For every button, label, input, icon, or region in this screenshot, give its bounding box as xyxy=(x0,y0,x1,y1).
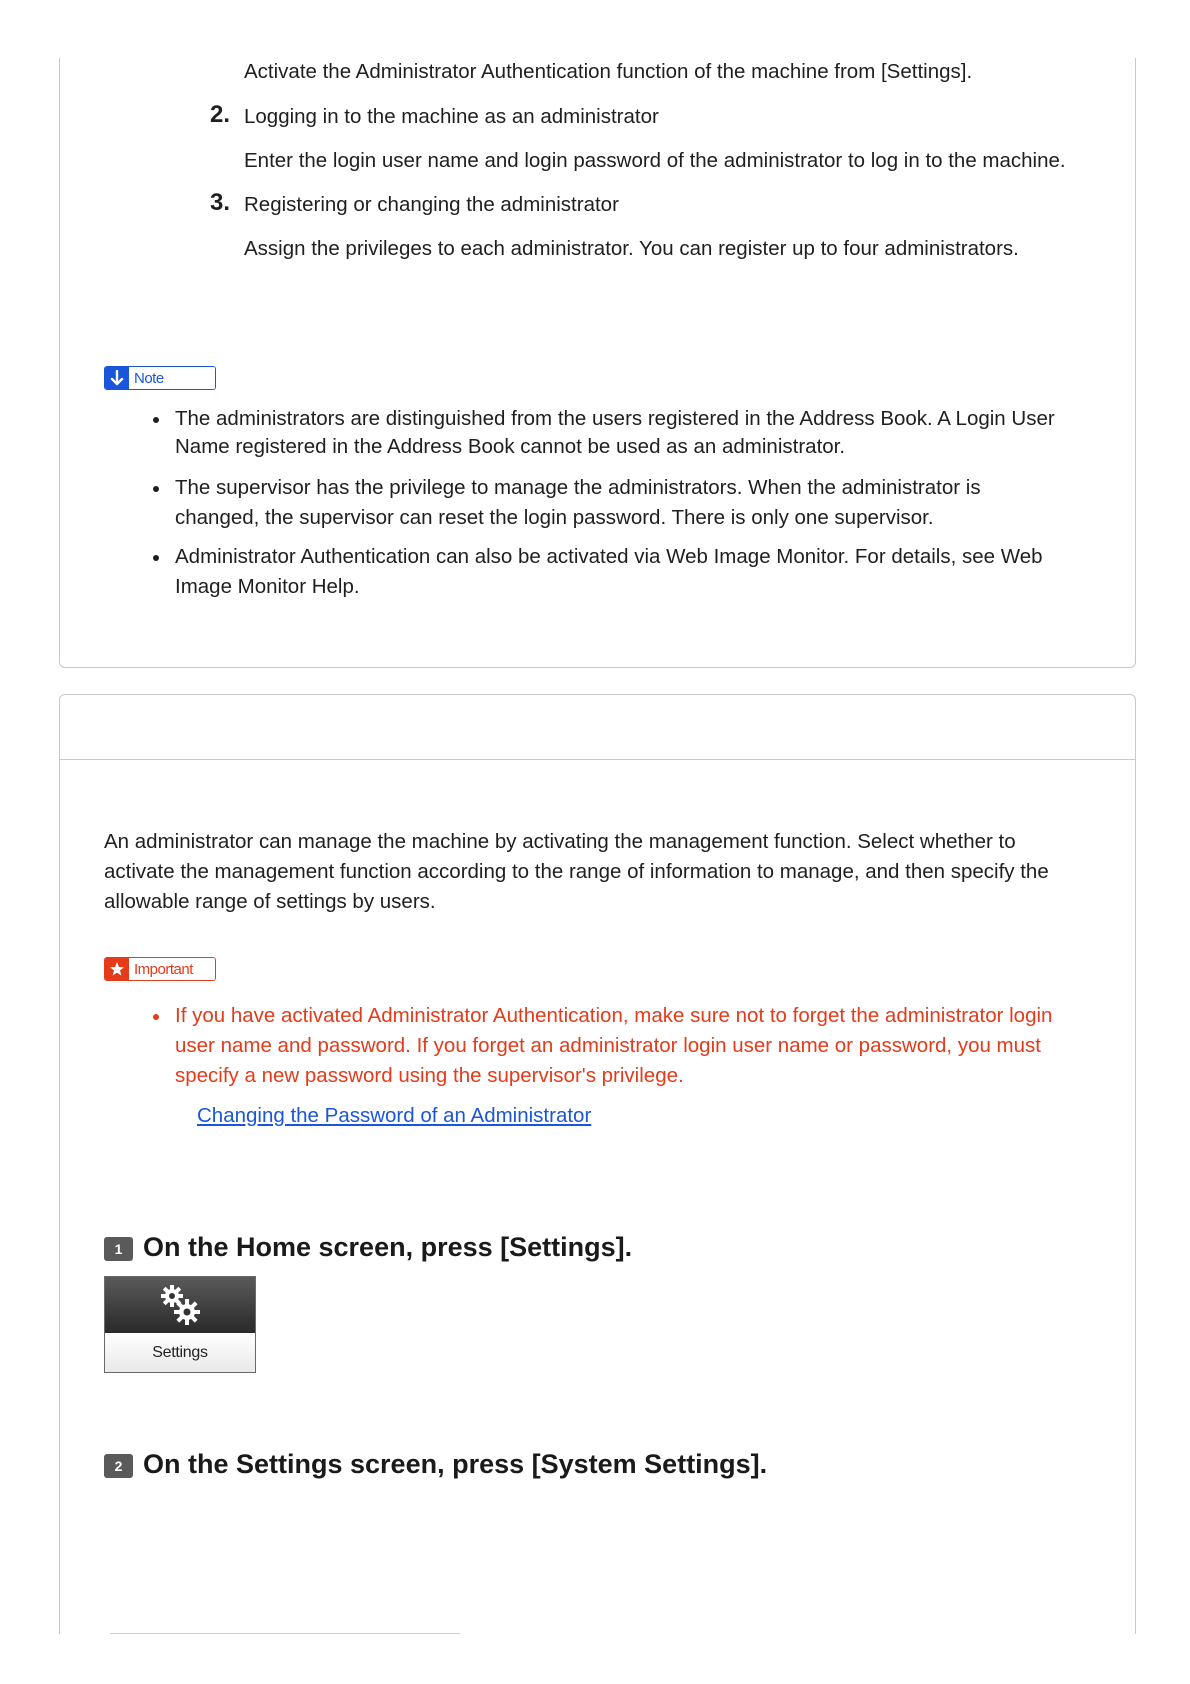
procedure-step-2-heading: On the Settings screen, press [System Settings]. xyxy=(143,1449,768,1479)
bullet-dot xyxy=(153,1014,159,1020)
bullet-dot xyxy=(153,555,159,561)
step-3-detail: Assign the privileges to each administrator. You can register up to four administrators. xyxy=(244,237,1019,260)
procedure-step-1-badge: 1 xyxy=(104,1237,133,1261)
important-label: Important xyxy=(129,958,215,980)
intro-line-1: An administrator can manage the machine by activating the management function. Select whether to xyxy=(104,830,1016,853)
change-admin-password-link[interactable]: Changing the Password of an Administrator xyxy=(197,1104,592,1127)
note-bullet-1-line-2: Name registered in the Address Book cannot be used as an administrator. xyxy=(175,435,846,458)
note-bullet-2-line-2: changed, the supervisor can reset the login password. There is only one supervisor. xyxy=(175,506,934,529)
note-bullet-1-line-1: The administrators are distinguished from the users registered in the Address Book. A Login User xyxy=(175,407,1055,430)
note-label: Note xyxy=(129,367,215,389)
note-bullet-2-line-1: The supervisor has the privilege to manage the administrators. When the administrator is xyxy=(175,476,981,499)
settings-key-label: Settings xyxy=(105,1333,255,1372)
important-badge xyxy=(104,957,216,981)
procedure-step-2-badge: 2 xyxy=(104,1454,133,1478)
important-line-1: If you have activated Administrator Authentication, make sure not to forget the administrator login xyxy=(175,1004,1053,1027)
intro-line-3: allowable range of settings by users. xyxy=(104,890,436,913)
bullet-dot xyxy=(153,486,159,492)
note-bullet-3-line-2: Image Monitor Help. xyxy=(175,575,360,598)
bullet-dot xyxy=(153,417,159,423)
arrow-down-icon xyxy=(105,367,129,389)
important-line-2: user name and password. If you forget an administrator login user name or password, you must xyxy=(175,1034,1041,1057)
star-icon xyxy=(105,958,129,980)
gears-icon xyxy=(156,1282,204,1328)
step-1-detail: Activate the Administrator Authentication function of the machine from [Settings]. xyxy=(244,60,973,83)
note-badge xyxy=(104,366,216,390)
step-3-number: 3. xyxy=(209,189,230,216)
step-2-title: Logging in to the machine as an administrator xyxy=(244,105,659,128)
intro-line-2: activate the management function according to the range of information to manage, and then specify the xyxy=(104,860,1049,883)
note-bullet-3-line-1: Administrator Authentication can also be activated via Web Image Monitor. For details, see Web xyxy=(175,545,1043,568)
step-2-detail: Enter the login user name and login password of the administrator to log in to the machine. xyxy=(244,149,1066,172)
step-2-number: 2. xyxy=(209,101,230,128)
image-top-edge xyxy=(110,1633,460,1634)
settings-key-image xyxy=(104,1276,256,1373)
procedure-step-1-heading: On the Home screen, press [Settings]. xyxy=(143,1232,633,1262)
important-line-3: specify a new password using the supervisor's privilege. xyxy=(175,1064,684,1087)
card-header-divider xyxy=(60,759,1135,760)
step-3-title: Registering or changing the administrator xyxy=(244,193,619,216)
